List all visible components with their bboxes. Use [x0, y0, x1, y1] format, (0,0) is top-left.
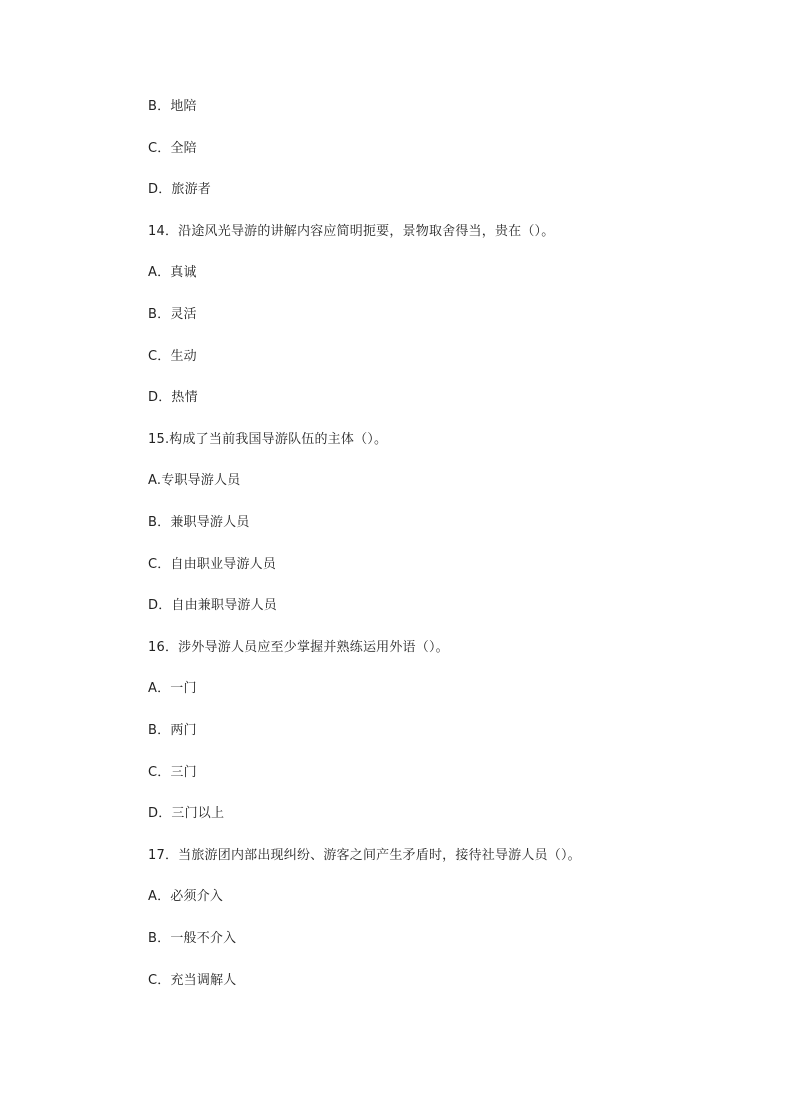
option-c-q14: C．生动 [148, 349, 197, 364]
option-d-q16: D．三门以上 [148, 806, 225, 821]
option-d-q14: D．热情 [148, 390, 198, 405]
option-b-q16: B．两门 [148, 723, 197, 738]
option-b-q17: B．一般不介入 [148, 931, 237, 946]
option-c-q17: C．充当调解人 [148, 973, 237, 988]
option-c-q13: C．全陪 [148, 141, 197, 156]
question-15: 15.构成了当前我国导游队伍的主体（）。 [148, 432, 388, 447]
option-d-q13: D．旅游者 [148, 182, 212, 197]
option-d-q15: D．自由兼职导游人员 [148, 598, 278, 613]
question-14: 14．沿途风光导游的讲解内容应简明扼要，景物取舍得当，贵在（）。 [148, 224, 555, 239]
option-c-q16: C．三门 [148, 765, 197, 780]
option-a-q17: A．必须介入 [148, 889, 224, 904]
option-c-q15: C．自由职业导游人员 [148, 557, 277, 572]
question-16: 16．涉外导游人员应至少掌握并熟练运用外语（）。 [148, 640, 449, 655]
question-17: 17．当旅游团内部出现纠纷、游客之间产生矛盾时，接待社导游人员（）。 [148, 848, 581, 863]
option-a-q15: A.专职导游人员 [148, 473, 241, 488]
option-a-q14: A．真诚 [148, 265, 197, 280]
option-b-q14: B．灵活 [148, 307, 197, 322]
option-b-q13: B．地陪 [148, 99, 197, 114]
option-b-q15: B．兼职导游人员 [148, 515, 250, 530]
option-a-q16: A．一门 [148, 681, 197, 696]
